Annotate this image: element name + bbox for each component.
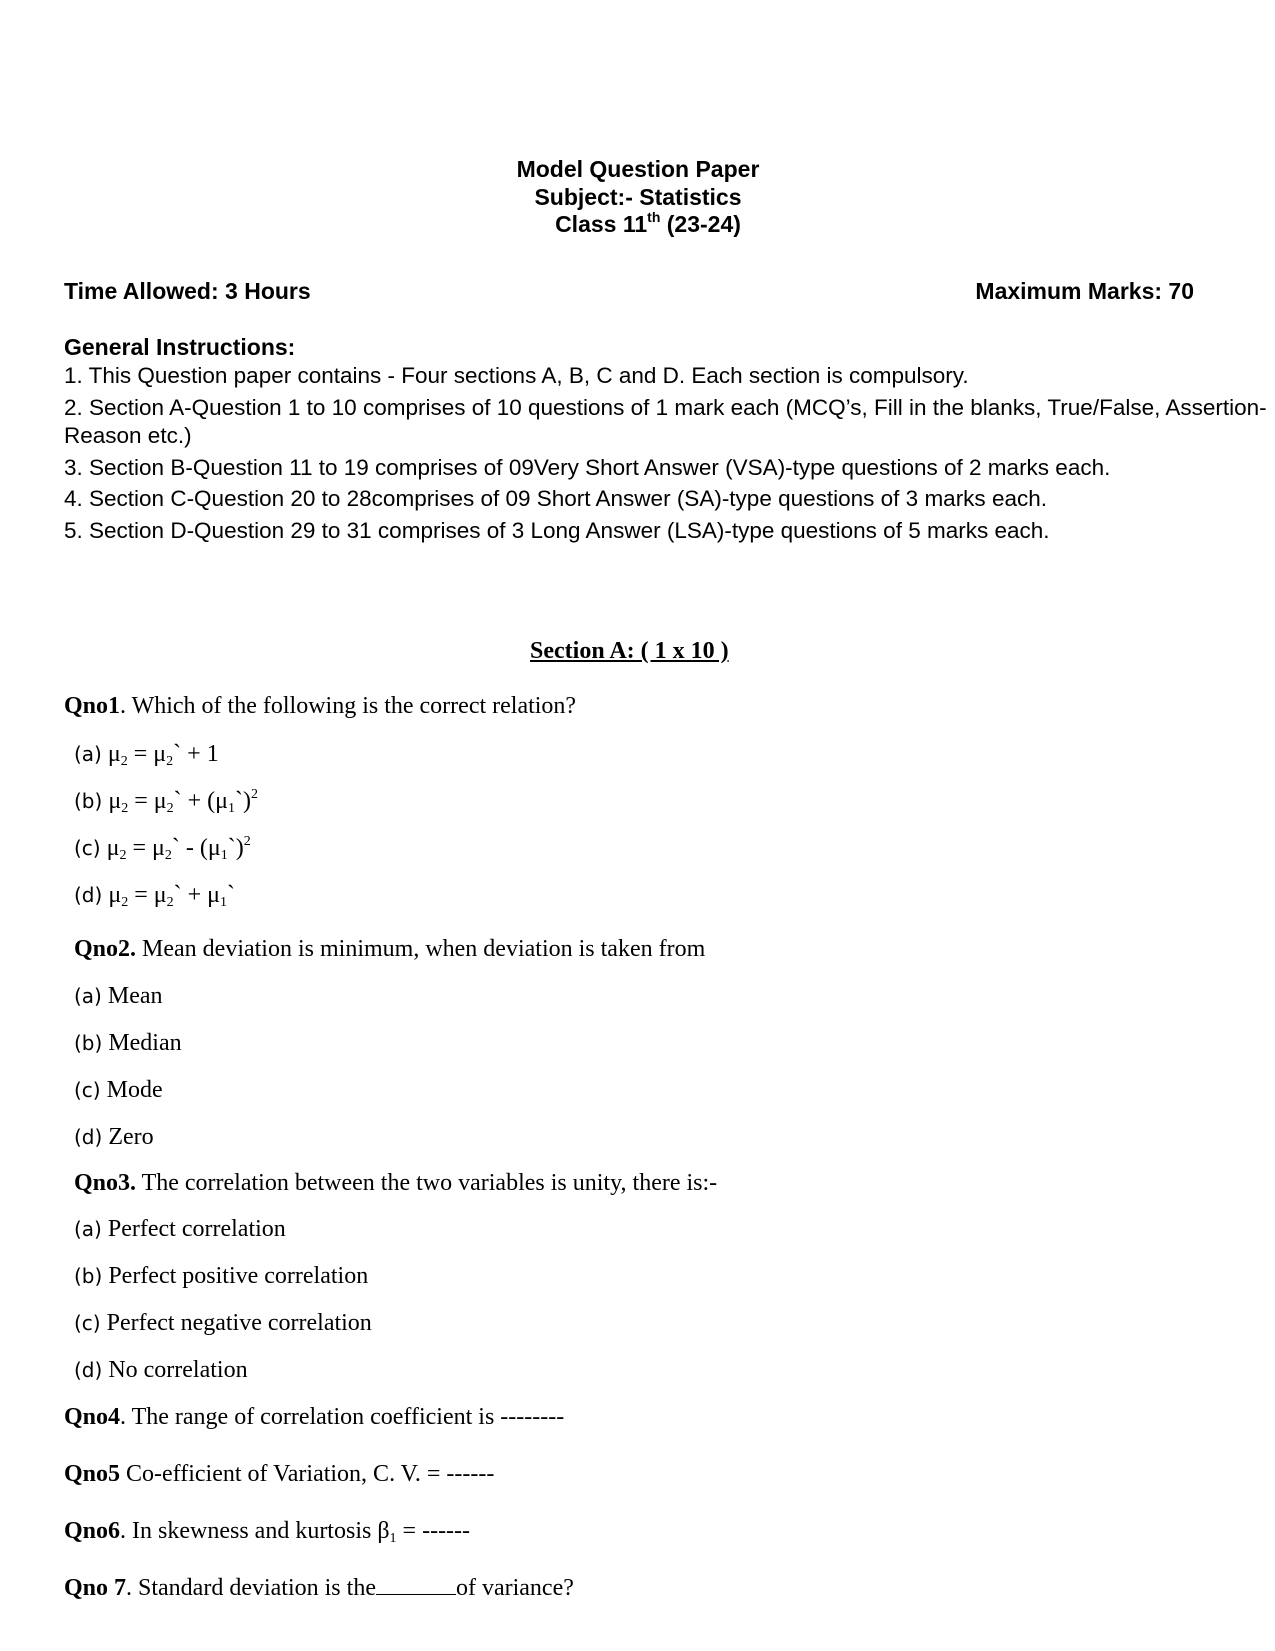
q3-option-a: (a) Perfect correlation bbox=[74, 1216, 286, 1242]
question-2: Qno2. Mean deviation is minimum, when deviation is taken from bbox=[74, 936, 706, 962]
q1-option-a: (a) $\mu_2$ = $\mu_2` + 1$ bbox=[74, 741, 219, 769]
question-5: Qno5 Co-efficient of Variation, C. V. = ------ bbox=[64, 1461, 495, 1487]
instructions-heading: General Instructions: bbox=[64, 334, 296, 360]
q1-option-b: (b) $\mu_2$ = $\mu_2`$ + $(\mu_1`)^2$ bbox=[74, 787, 259, 816]
q3-option-b: (b) Perfect positive correlation bbox=[74, 1263, 369, 1289]
section-a-title: Section A: ( 1 x 10 ) bbox=[530, 638, 729, 664]
question-4: Qno4. The range of correlation coefficient is -------- bbox=[64, 1404, 565, 1430]
q2-option-c: (c) Mode bbox=[74, 1077, 163, 1103]
instruction-1: 1. This Question paper contains - Four sections A, B, C and D. Each section is compulsory. bbox=[64, 363, 969, 388]
q2-option-d: (d) Zero bbox=[74, 1124, 154, 1150]
q1-option-d: (d) $\mu_2$ = $\mu_2`$ + $\mu_1`$ bbox=[74, 882, 236, 910]
q2-option-b: (b) Median bbox=[74, 1030, 182, 1056]
paper-class: Class 11th (23-24) bbox=[555, 209, 741, 237]
question-1: Qno1. Which of the following is the correct relation? bbox=[64, 693, 577, 719]
paper-subject: Subject:- Statistics bbox=[534, 184, 742, 210]
instruction-5: 5. Section D-Question 29 to 31 comprises of 3 Long Answer (LSA)-type questions of 5 marks each. bbox=[64, 518, 1050, 543]
q2-option-a: (a) Mean bbox=[74, 983, 163, 1009]
q3-option-c: (c) Perfect negative correlation bbox=[74, 1310, 372, 1336]
instruction-2: 2. Section A-Question 1 to 10 comprises of 10 questions of 1 mark each (MCQ’s, Fill in the blanks, True/False, Assertion- bbox=[64, 395, 1267, 420]
question-7: Qno 7. Standard deviation is the of variance? bbox=[64, 1575, 574, 1601]
max-marks: Maximum Marks: 70 bbox=[975, 278, 1194, 304]
q7-answer-blank bbox=[376, 1576, 456, 1595]
instruction-4: 4. Section C-Question 20 to 28comprises of 09 Short Answer (SA)-type questions of 3 marks each. bbox=[64, 486, 1047, 511]
q3-option-d: (d) No correlation bbox=[74, 1357, 248, 1383]
paper-title: Model Question Paper bbox=[516, 156, 760, 182]
q1-option-c: (c) $\mu_2$ = $\mu_2`$ - $(\mu_1`)^2$ bbox=[74, 834, 251, 863]
time-allowed: Time Allowed: 3 Hours bbox=[64, 278, 311, 304]
instruction-2-cont: Reason etc.) bbox=[64, 423, 192, 448]
question-3: Qno3. The correlation between the two variables is unity, there is:- bbox=[74, 1170, 718, 1196]
question-6: Qno6. In skewness and kurtosis $\beta_1$ = ------ bbox=[64, 1518, 471, 1546]
instruction-3: 3. Section B-Question 11 to 19 comprises of 09Very Short Answer (VSA)-type questions of 2 marks each. bbox=[64, 455, 1111, 480]
